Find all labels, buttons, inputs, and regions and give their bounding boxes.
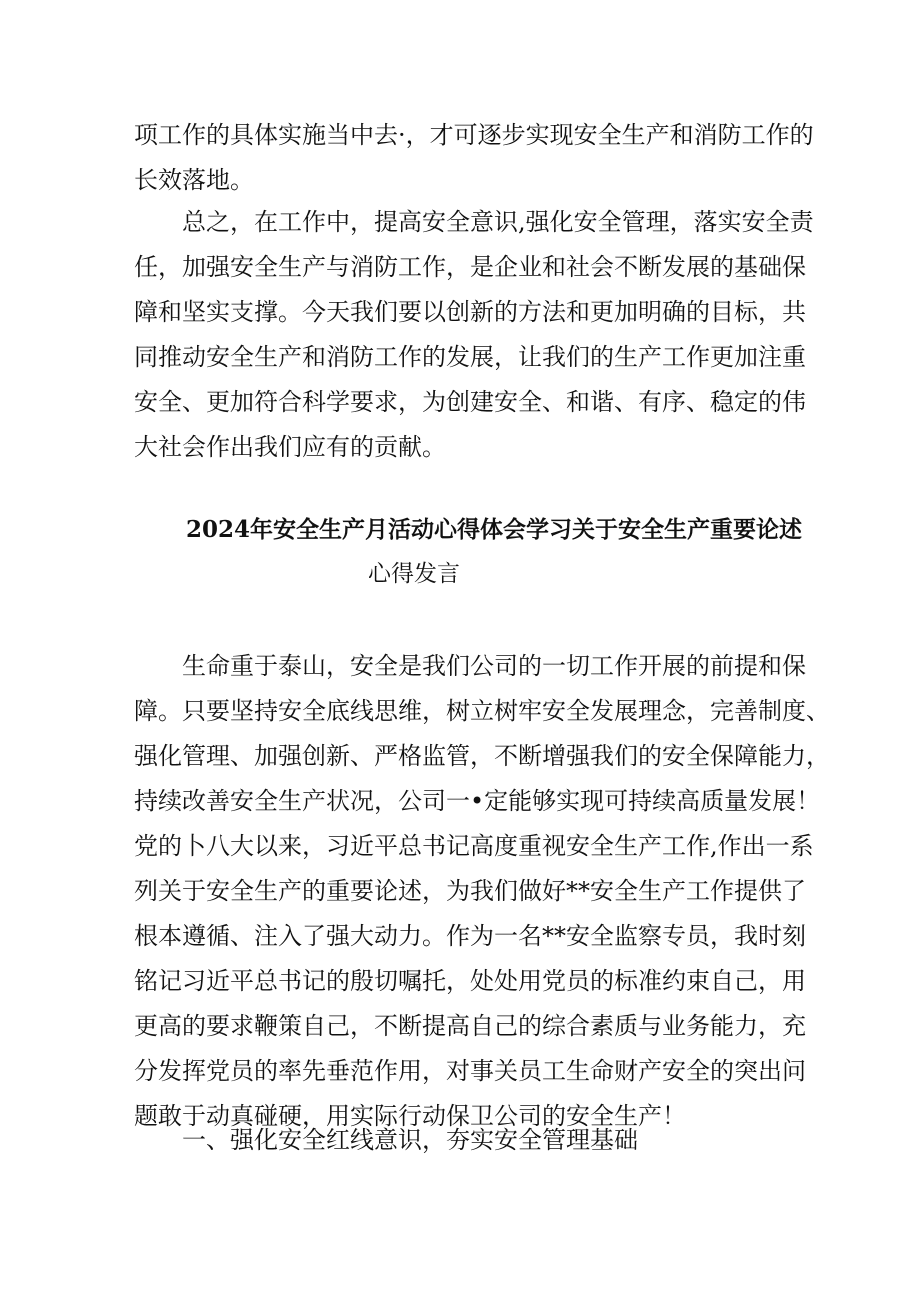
article-title-line1: 2024年安全生产月活动心得体会学习关于安全生产重要论述 xyxy=(186,516,803,543)
article-title xyxy=(134,508,803,596)
paragraph-line: 项工作的具体实施当中去·，才可逐步实现安全生产和消防工作的 xyxy=(134,121,814,149)
paragraph-line: 总之，在工作中，提高安全意识,强化安全管理，落实安全责 xyxy=(182,208,814,236)
paragraph-line: 铭记习近平总书记的殷切嘱托，处处用党员的标准约束自己，用 xyxy=(134,967,806,995)
paragraph-line: 更高的要求鞭策自己，不断提高自己的综合素质与业务能力，充 xyxy=(134,1012,806,1040)
paragraph-line: 分发挥党员的率先垂范作用，对事关员工生命财产安全的突出问 xyxy=(134,1057,806,1085)
summary-paragraph xyxy=(134,200,814,470)
section-heading-block xyxy=(134,1118,794,1163)
paragraph-line: 生命重于泰山，安全是我们公司的一切工作开展的前提和保 xyxy=(182,652,806,680)
paragraph-line: 题敢于动真碰硬，用实际行动保卫公司的安全生产！ xyxy=(134,1102,686,1130)
paragraph-line: 根本遵循、注入了强大动力。作为一名**安全监察专员，我时刻 xyxy=(134,922,806,950)
paragraph-line: 任，加强安全生产与消防工作，是企业和社会不断发展的基础保 xyxy=(134,253,806,281)
paragraph-line: 列关于安全生产的重要论述，为我们做好**安全生产工作提供了 xyxy=(134,877,806,905)
article-title-line2: 心得发言 xyxy=(368,561,460,587)
paragraph-line: 长效落地。 xyxy=(134,166,254,194)
paragraph-line: 强化管理、加强创新、严格监管，不断增强我们的安全保障能力， xyxy=(134,742,830,770)
paragraph-line: 同推动安全生产和消防工作的发展，让我们的生产工作更加注重 xyxy=(134,343,806,371)
continuation-paragraph xyxy=(134,113,814,203)
body-paragraph xyxy=(134,644,830,1139)
paragraph-line: 持续改善安全生产状况，公司一•定能够实现可持续高质量发展！ xyxy=(134,787,821,815)
paragraph-line: 障。只要坚持安全底线思维，树立树牢安全发展理念，完善制度、 xyxy=(134,697,830,725)
section-heading: 一、强化安全红线意识，夯实安全管理基础 xyxy=(182,1126,638,1154)
paragraph-line: 障和坚实支撑。今天我们要以创新的方法和更加明确的目标，共 xyxy=(134,298,806,326)
paragraph-line: 安全、更加符合科学要求，为创建安全、和谐、有序、稳定的伟 xyxy=(134,388,806,416)
paragraph-line: 党的卜八大以来，习近平总书记高度重视安全生产工作,作出一系 xyxy=(134,832,814,860)
paragraph-line: 大社会作出我们应有的贡献。 xyxy=(134,433,446,461)
